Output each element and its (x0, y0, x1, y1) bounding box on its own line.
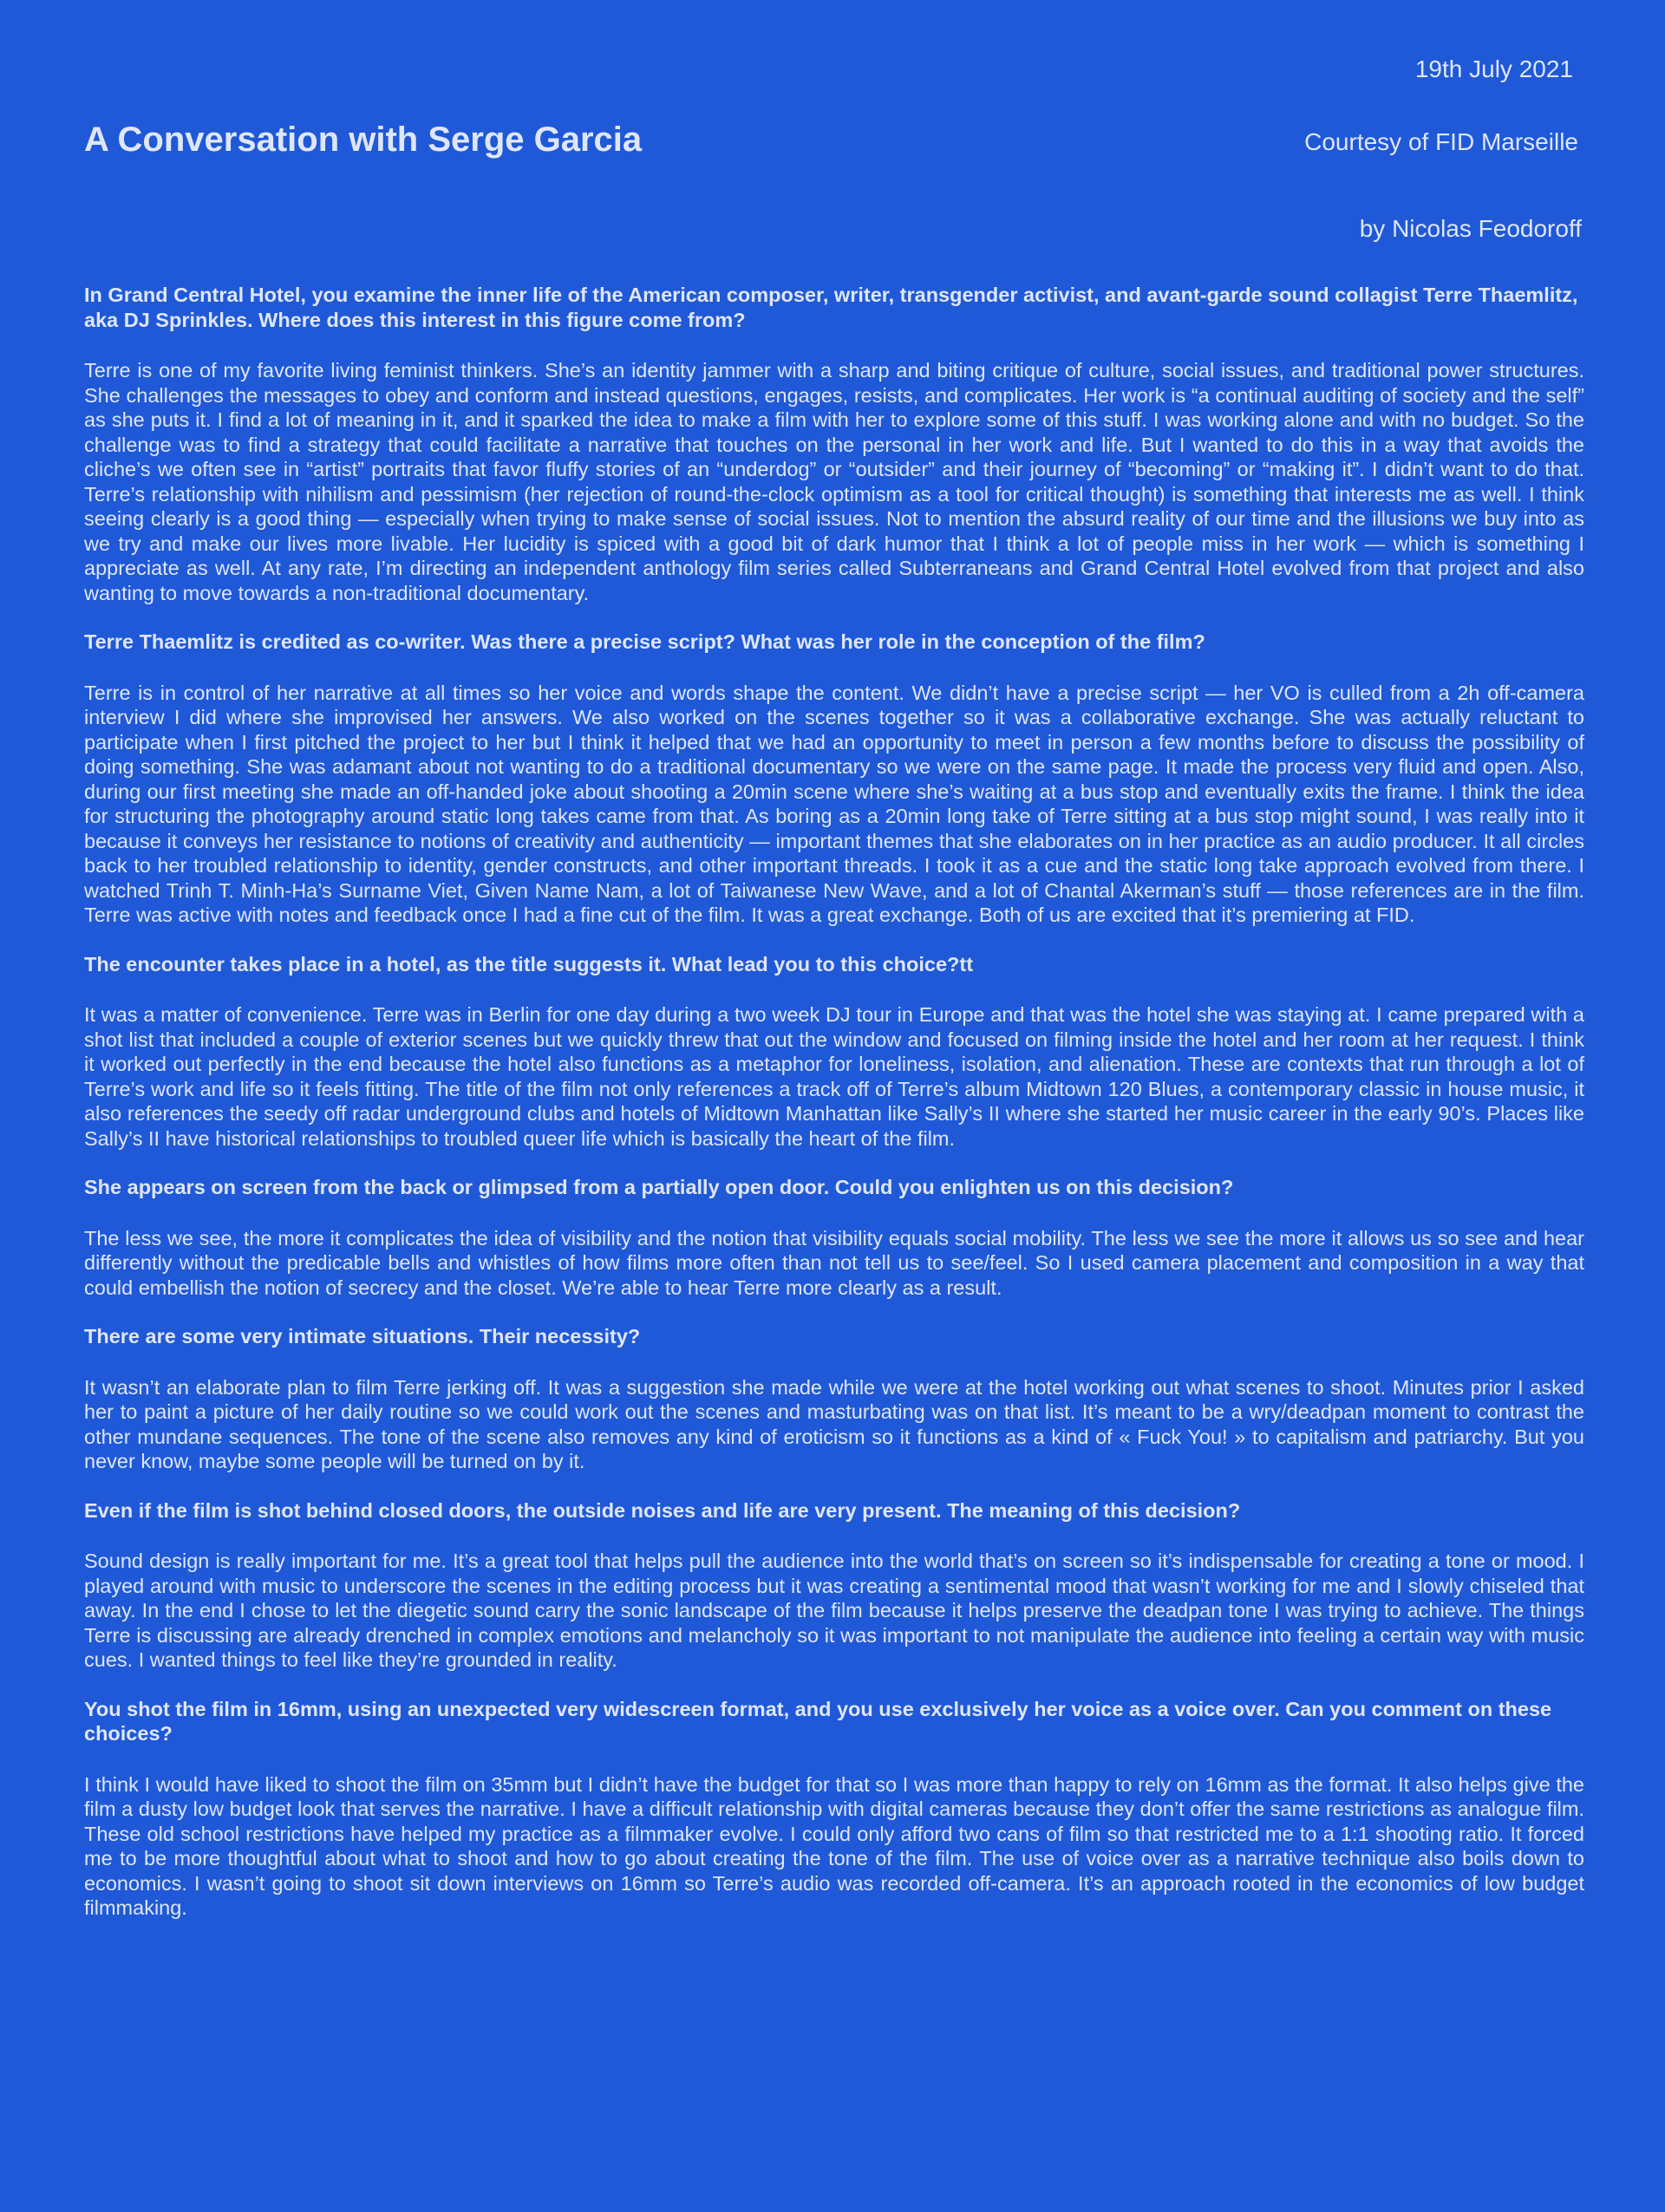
publication-date: 19th July 2021 (1414, 55, 1573, 82)
qa-block (84, 1175, 1584, 1300)
interview-answer: It wasn’t an elaborate plan to film Terre jerking off. It was a suggestion she made while we were at the hotel working out what scenes to shoot. Minutes prior I asked her to paint a picture of her daily routine so we could work out the scenes and masturbating was on that list. It’s meant to be a wry/deadpan moment to contrast the other mundane sequences. The tone of the scene also removes any kind of eroticism so it functions as a kind of « Fuck You! » to capitalism and patriarchy. But you never know, maybe some people will be turned on by it. (84, 1375, 1584, 1472)
interview-answer: Terre is one of my favorite living feminist thinkers. She’s an identity jammer with a sharp and biting critique of culture, social issues, and traditional power structures. She challenges the messages to obey and conform and instead questions, engages, resists, and complicates. Her work is “a continual auditing of society and the self” as she puts it. I find a lot of meaning in it, and it sparked the idea to make a film with her to explore some of this stuff. I was working alone and with no budget. So the challenge was to find a strategy that could facilitate a narrative that touches on the personal in her work and life. But I wanted to do this in a way that avoids the cliche’s we often see in “artist” portraits that favor fluffy stories of an “underdog” or “outsider” and their journey of “becoming” or “making it”. I didn’t want to do that. Terre’s relationship with nihilism and pessimism (her rejection of round-the-clock optimism as a tool for critical thought) is something that interests me as well. I think seeing clearly is a good thing — especially when trying to make sense of social issues. Not to mention the absurd reality of our time and the illusions we buy into as we try and make our lives more livable. Her lucidity is spiced with a good bit of dark humor that I think a lot of people miss in her work — which is something I appreciate as well. At any rate, I’m directing an independent anthology film series called Subterraneans and Grand Central Hotel evolved from that project and also wanting to move towards a non-traditional documentary. (84, 359, 1584, 604)
interview-question: Even if the film is shot behind closed doors, the outside noises and life are very present. The meaning of this decision? (84, 1498, 1241, 1522)
interview-question: There are some very intimate situations. Their necessity? (84, 1325, 641, 1347)
interview-question: She appears on screen from the back or glimpsed from a partially open door. Could you enlighten us on this decision? (84, 1176, 1234, 1198)
interview-question: The encounter takes place in a hotel, as the title suggests it. What lead you to this choice?tt (84, 952, 974, 975)
qa-block (84, 1324, 1584, 1474)
qa-block (84, 283, 1584, 605)
page-title: A Conversation with Serge Garcia (84, 121, 643, 159)
interview-body (84, 283, 1584, 1945)
interview-answer: Terre is in control of her narrative at all times so her voice and words shape the content. We didn’t have a precise script — her VO is culled from a 2h off-camera interview I did where she improvised her answers. We also worked on the scenes together so it was a collaborative exchange. She was actually reluctant to participate when I first pitched the project to her but I think it helped that we had an opportunity to meet in person a few months before to discuss the possibility of doing something. She was adamant about not wanting to do a traditional documentary so we were on the same page. It made the process very fluid and open. Also, during our first meeting she made an off-handed joke about shooting a 20min scene where she’s waiting at a bus stop and eventually exits the frame. I think the idea for structuring the photography around static long takes came from that. As boring as a 20min long take of Terre sitting at a bus stop might sound, I was really into it because it conveys her resistance to notions of creativity and authenticity — important themes that she elaborates on in her practice as an audio producer. It all circles back to her troubled relationship to identity, gender constructs, and other important threads. I took it as a cue and the static long take approach evolved from there. I watched Trinh T. Minh-Ha’s Surname Viet, Given Name Nam, a lot of Taiwanese New Wave, and a lot of Chantal Akerman’s stuff — those references are in the film. Terre was active with notes and feedback once I had a fine cut of the film. It was a great exchange. Both of us are excited that it’s premiering at FID. (84, 681, 1584, 926)
interview-answer: It was a matter of convenience. Terre was in Berlin for one day during a two week DJ tour in Europe and that was the hotel she was staying at. I came prepared with a shot list that included a couple of exterior scenes but we quickly threw that out the window and focused on filming inside the hotel and her room at her request. I think it worked out perfectly in the end because the hotel also functions as a metaphor for loneliness, isolation, and alienation. These are contexts that run through a lot of Terre’s work and life so it feels fitting. The title of the film not only references a track off of Terre’s album Midtown 120 Blues, a contemporary classic in house music, it also references the seedy off radar underground clubs and hotels of Midtown Manhattan like Sally’s II where she started her music career in the early 90’s. Places like Sally’s II have historical relationships to troubled queer life which is basically the heart of the film. (84, 1003, 1584, 1150)
interview-question: You shot the film in 16mm, using an unexpected very widescreen format, and you use exclusively her voice as a voice over. Can you comment on these choices? (84, 1697, 1552, 1745)
interview-answer: The less we see, the more it complicates the idea of visibility and the notion that visibility equals social mobility. The less we see the more it allows us so see and hear differently without the predicable bells and whistles of how films more often than not tell us to see/feel. So I used camera placement and composition in a way that could embellish the notion of secrecy and the closet. We’re able to hear Terre more clearly as a result. (84, 1226, 1584, 1299)
interview-question: In Grand Central Hotel, you examine the inner life of the American composer, writer, transgender activist, and avant-garde sound collagist Terre Thaemlitz, aka DJ Sprinkles. Where does this interest in this figure come from? (84, 284, 1578, 331)
qa-block (84, 630, 1584, 928)
author-byline: by Nicolas Feodoroff (1359, 215, 1582, 242)
qa-block (84, 1498, 1584, 1673)
interview-answer: I think I would have liked to shoot the film on 35mm but I didn’t have the budget for that so I was more than happy to rely on 16mm as the format. It also helps give the film a dusty low budget look that serves the narrative. I have a difficult relationship with digital cameras because they don’t offer the same restrictions as analogue film. These old school restrictions have helped my practice as a filmmaker evolve. I could only afford two cans of film so that restricted me to a 1:1 shooting ratio. It forced me to be more thoughtful about what to shoot and how to go about creating the tone of the film. The use of voice over as a narrative technique also boils down to economics. I wasn’t going to shoot sit down interviews on 16mm so Terre’s audio was recorded off-camera. It’s an approach rooted in the economics of low budget filmmaking. (84, 1772, 1584, 1919)
qa-block (84, 952, 1584, 1152)
qa-block (84, 1697, 1584, 1921)
interview-answer: Sound design is really important for me. It’s a great tool that helps pull the audience into the world that’s on screen so it’s indispensable for creating a tone or mood. I played around with music to underscore the scenes in the editing process but it was creating a sentimental mood that wasn’t working for me and I slowly chiseled that away. In the end I chose to let the diegetic sound carry the sonic landscape of the film because it helps preserve the deadpan tone I was trying to achieve. The things Terre is discussing are already drenched in complex emotions and melancholy so it was important to not manipulate the audience into feeling a certain way with music cues. I wanted things to feel like they’re grounded in reality. (84, 1550, 1584, 1671)
courtesy-credit: Courtesy of FID Marseille (1304, 128, 1578, 155)
interview-question: Terre Thaemlitz is credited as co-writer. Was there a precise script? What was her role in the conception of the film? (84, 630, 1205, 653)
